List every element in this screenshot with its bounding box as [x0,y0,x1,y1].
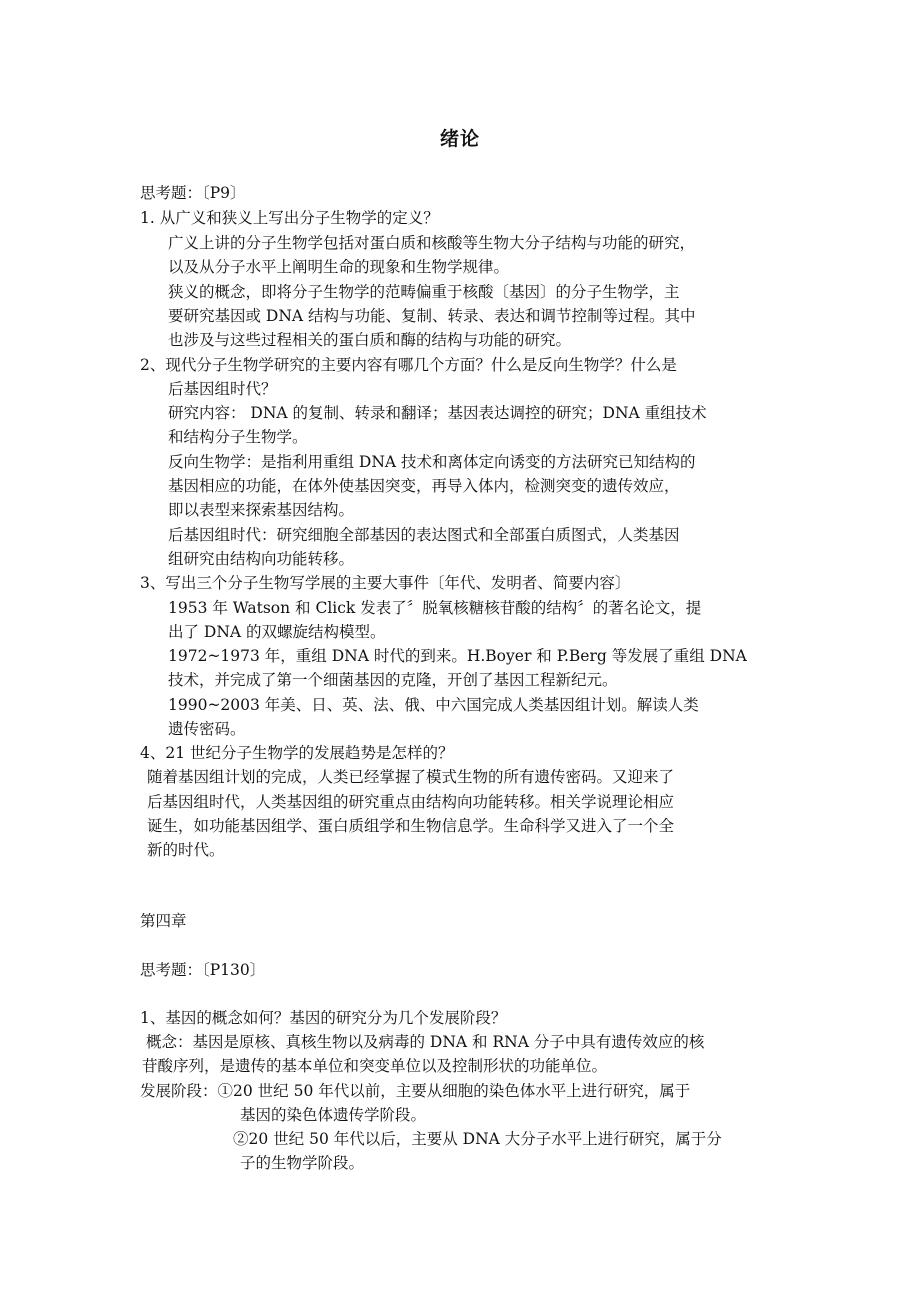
text-line: 也涉及与这些过程相关的蛋白质和酶的结构与功能的研究。 [168,331,572,349]
text-line: 概念：基因是原核、真核生物以及病毒的 DNA 和 RNA 分子中具有遗传效应的核 [146,1033,705,1051]
text-line: 后基因组时代？ [168,380,277,398]
text-line: 1. 从广义和狭义上写出分子生物学的定义？ [140,209,439,227]
text-line: ②20 世纪 50 年代以后，主要从 DNA 大分子水平上进行研究，属于分 [233,1130,722,1148]
page-title: 绪论 [439,128,480,150]
text-line: 和结构分子生物学。 [168,428,308,446]
text-line: 后基因组时代：研究细胞全部基因的表达图式和全部蛋白质图式，人类基因 [168,526,680,544]
text-line: 思考题：〔P9〕 [140,184,246,202]
text-line: 2、现代分子生物学研究的主要内容有哪几个方面？什么是反向生物学？什么是 [140,356,677,374]
text-line: 技术，并完成了第一个细菌基因的克隆，开创了基因工程新纪元。 [168,671,618,689]
text-line: 随着基因组计划的完成，人类已经掌握了模式生物的所有遗传密码。又迎来了 [147,768,675,786]
text-line: 新的时代。 [147,841,225,859]
section-heading: 第四章 [140,912,187,930]
text-line: 以及从分子水平上阐明生命的现象和生物学规律。 [168,258,510,276]
text-line: 狭义的概念，即将分子生物学的范畴偏重于核酸〔基因〕的分子生物学，主 [168,283,680,301]
text-line: 1990~2003 年美、日、英、法、俄、中六国完成人类基因组计划。解读人类 [168,696,699,714]
text-line: 基因的染色体遗传学阶段。 [240,1106,427,1124]
text-line: 后基因组时代，人类基因组的研究重点由结构向功能转移。相关学说理论相应 [147,793,675,811]
text-line: 基因相应的功能，在体外使基因突变，再导入体内，检测突变的遗传效应， [168,477,680,495]
text-line: 1、基因的概念如何？基因的研究分为几个发展阶段？ [140,1009,507,1027]
text-line: 发展阶段：①20 世纪 50 年代以前，主要从细胞的染色体水平上进行研究，属于 [140,1082,691,1100]
text-line: 诞生，如功能基因组学、蛋白质组学和生物信息学。生命科学又进入了一个全 [147,817,675,835]
text-line: 广义上讲的分子生物学包括对蛋白质和核酸等生物大分子结构与功能的研究， [168,234,696,252]
text-line: 要研究基因或 DNA 结构与功能、复制、转录、表达和调节控制等过程。其中 [168,307,696,325]
text-line: 3、写出三个分子生物写学展的主要大事件〔年代、发明者、简要内容〕 [140,574,631,592]
text-line: 遗传密码。 [168,720,246,738]
text-line: 1972~1973 年，重组 DNA 时代的到来。H.Boyer 和 P.Berg 等发展了重组 DNA [168,647,747,665]
text-line: 反向生物学：是指利用重组 DNA 技术和离体定向诱变的方法研究已知结构的 [168,453,696,471]
text-line: 子的生物学阶段。 [240,1154,365,1172]
text-line: 即以表型来探索基因结构。 [168,501,355,519]
text-line: 1953 年 Watson 和 Click 发表了〞脱氧核糖核苷酸的结构〞的著名论文，提 [168,599,702,617]
text-line: 思考题：〔P130〕 [140,961,266,979]
text-line: 研究内容： DNA 的复制、转录和翻译；基因表达调控的研究；DNA 重组技术 [168,404,707,422]
text-line: 苷酸序列，是遗传的基本单位和突变单位以及控制形状的功能单位。 [142,1057,608,1075]
text-line: 出了 DNA 的双螺旋结构模型。 [168,623,386,641]
text-line: 组研究由结构向功能转移。 [168,550,355,568]
text-line: 4、21 世纪分子生物学的发展趋势是怎样的？ [140,744,454,762]
